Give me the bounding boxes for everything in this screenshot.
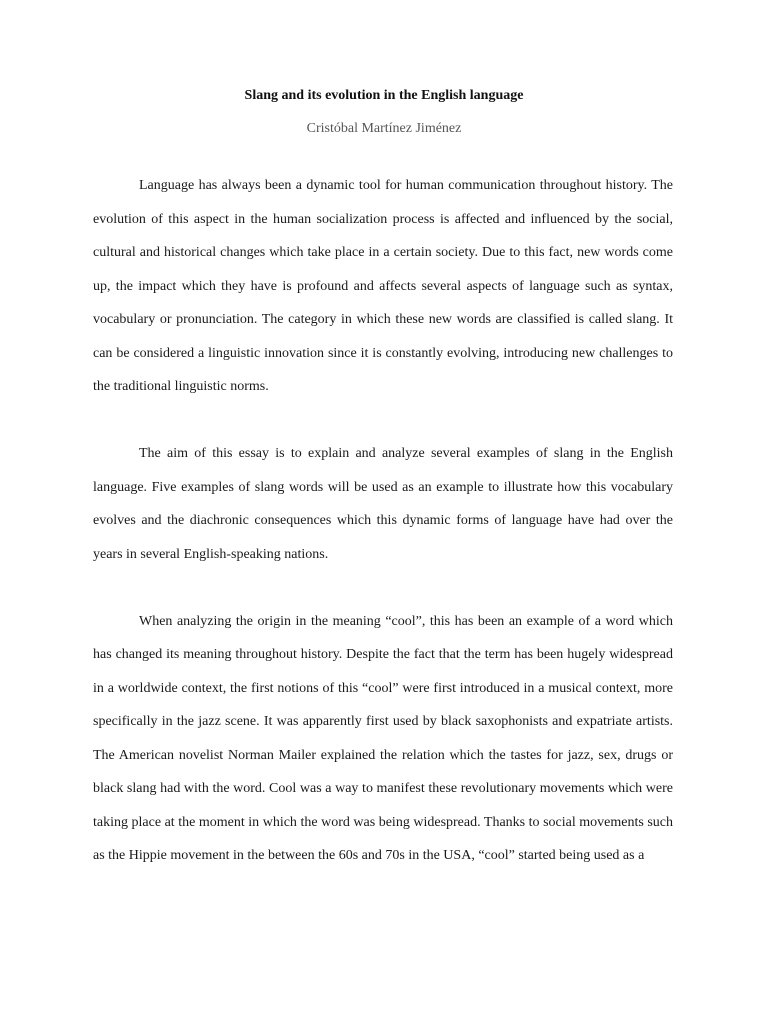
paragraph-introduction: Language has always been a dynamic tool for human communication throughout history. The evolution of this aspect in the human socialization process is affected and influenced by the social, cultural and historical changes which take place in a certain society. Due to this fact, new words come up, the impact which they have is profound and affects several aspects of language such as syntax, vocabulary or pronunciation. The category in which these new words are classified is called slang. It can be considered a linguistic innovation since it is constantly evolving, introducing new challenges to the traditional linguistic norms.: [93, 178, 673, 394]
paragraph-cool-origin: When analyzing the origin in the meaning “cool”, this has been an example of a word which has changed its meaning throughout history. Despite the fact that the term has been hugely widespread in a worldwide context, the first notions of this “cool” were first introduced in a musical context, more specifically in the jazz scene. It was apparently first used by black saxophonists and expatriate artists. The American novelist Norman Mailer explained the relation which the tastes for jazz, sex, drugs or black slang had with the word. Cool was a way to manifest these revolutionary movements which were taking place at the moment in which the word was being widespread. Thanks to social movements such as the Hippie movement in the between the 60s and 70s in the USA, “cool” started being used as a: [93, 613, 673, 863]
document-body: [93, 169, 673, 873]
document-title: Slang and its evolution in the English language: [244, 88, 524, 103]
paragraph-aim: The aim of this essay is to explain and analyze several examples of slang in the English language. Five examples of slang words will be used as an example to illustrate how this vocabulary evolves and the diachronic consequences which this dynamic forms of language have had over the years in several English-speaking nations.: [93, 446, 673, 562]
author-name: Cristóbal Martínez Jiménez: [306, 121, 462, 136]
